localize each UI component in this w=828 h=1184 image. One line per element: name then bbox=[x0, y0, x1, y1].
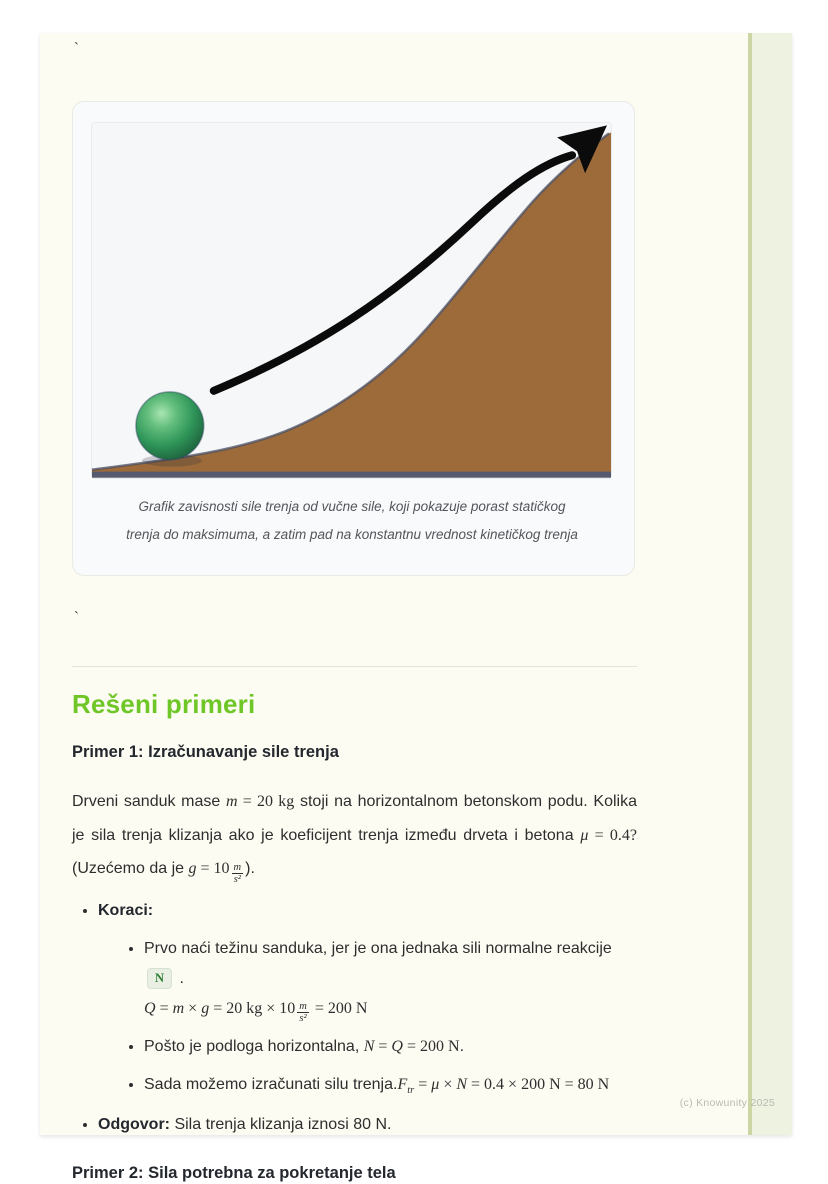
text-run: μ bbox=[580, 826, 589, 844]
substep-1-text bbox=[144, 934, 637, 994]
stray-backtick-top: ` bbox=[74, 40, 79, 57]
text-run: = 10 bbox=[196, 860, 230, 877]
green-accent-sidebar bbox=[748, 33, 792, 1135]
figure-caption-line1: Grafik zavisnosti sile trenja od vučne sile, koji pokazuje porast statičkog bbox=[138, 499, 566, 514]
substep-2 bbox=[144, 1032, 637, 1062]
text-run: g bbox=[201, 999, 210, 1017]
section-divider bbox=[72, 666, 637, 667]
substep-1-equation bbox=[144, 994, 637, 1025]
example1-title: Primer 1: Izračunavanje sile trenja bbox=[72, 743, 339, 761]
text-run: = bbox=[414, 1076, 432, 1094]
problem-line2 bbox=[72, 819, 637, 853]
example1-substeps-list bbox=[98, 934, 637, 1101]
figure-image bbox=[91, 122, 612, 479]
slope-illustration bbox=[92, 123, 611, 478]
substep-3 bbox=[144, 1070, 637, 1100]
text-run: ). bbox=[245, 860, 255, 877]
text-run: g bbox=[188, 860, 197, 877]
text-run: $F_{tr}$ bbox=[397, 1076, 415, 1097]
stray-backtick-middle: ` bbox=[74, 609, 79, 626]
example1-steps-list bbox=[72, 896, 637, 1141]
text-run: Sada možemo izračunati silu trenja. bbox=[144, 1076, 398, 1094]
section-title: Rešeni primeri bbox=[72, 689, 256, 719]
text-run: Q bbox=[391, 1038, 403, 1056]
text-run: (Uzećemo da je bbox=[72, 860, 189, 877]
problem-line1 bbox=[72, 785, 637, 819]
text-run: × bbox=[439, 1076, 457, 1094]
text-run: . bbox=[459, 1038, 465, 1056]
answer-text: Sila trenja klizanja iznosi 80 N. bbox=[170, 1116, 392, 1134]
text-run: je sila trenja klizanja ako je koeficijent trenja između drveta i betona bbox=[72, 826, 581, 844]
answer-item bbox=[98, 1110, 637, 1140]
math-fraction: $\frac{m}{\text{s²}}$ bbox=[233, 861, 242, 885]
problem-line3 bbox=[72, 852, 637, 886]
inline-code-badge: N bbox=[147, 968, 172, 989]
example2-title: Primer 2: Sila potrebna za pokretanje tela bbox=[72, 1164, 396, 1183]
text-run: m bbox=[172, 999, 185, 1017]
text-run: Q bbox=[144, 999, 156, 1017]
text-run: N bbox=[363, 1038, 375, 1056]
text-run: = 20 kg bbox=[237, 793, 295, 810]
text-run: × bbox=[184, 999, 202, 1017]
text-run: Prvo naći težinu sanduka, jer je ona jednaka sili normalne reakcije bbox=[144, 939, 612, 957]
figure-caption-line2: trenja do maksimuma, a zatim pad na konstantnu vrednost kinetičkog trenja bbox=[126, 527, 578, 542]
text-run: N bbox=[456, 1076, 468, 1094]
steps-label-item bbox=[98, 896, 637, 1101]
text-run: = 20 kg × 10 bbox=[209, 999, 296, 1017]
text-run: = 200 N bbox=[402, 1038, 460, 1056]
green-ball bbox=[136, 392, 204, 460]
content-sheet bbox=[40, 33, 792, 1183]
substep-1 bbox=[144, 934, 637, 1025]
text-run: = bbox=[155, 999, 173, 1017]
text-run: = 200 N bbox=[310, 999, 368, 1017]
text-run: Drveni sanduk mase bbox=[72, 793, 226, 810]
knowunity-watermark: (c) Knowunity 2025 bbox=[679, 1097, 775, 1109]
math-fraction: $\frac{m}{\text{s²}}$ bbox=[299, 1001, 307, 1025]
answer-label: Odgovor: bbox=[98, 1116, 170, 1134]
text-run: μ bbox=[431, 1076, 440, 1094]
figure-caption bbox=[91, 493, 613, 549]
text-run: m bbox=[226, 793, 238, 810]
text-run: Pošto je podloga horizontalna, bbox=[144, 1038, 364, 1056]
text-run: = bbox=[374, 1038, 392, 1056]
steps-label: Koraci: bbox=[98, 901, 154, 919]
text-run: = 0.4? bbox=[588, 826, 637, 844]
text-run: = 0.4 × 200 N = 80 N bbox=[467, 1076, 610, 1094]
document-content bbox=[72, 33, 637, 1184]
text-run: . bbox=[175, 969, 184, 987]
example1-problem bbox=[72, 785, 637, 886]
text-run: stoji na horizontalnom betonskom podu. Kolika bbox=[294, 793, 638, 810]
figure-card bbox=[72, 101, 635, 576]
